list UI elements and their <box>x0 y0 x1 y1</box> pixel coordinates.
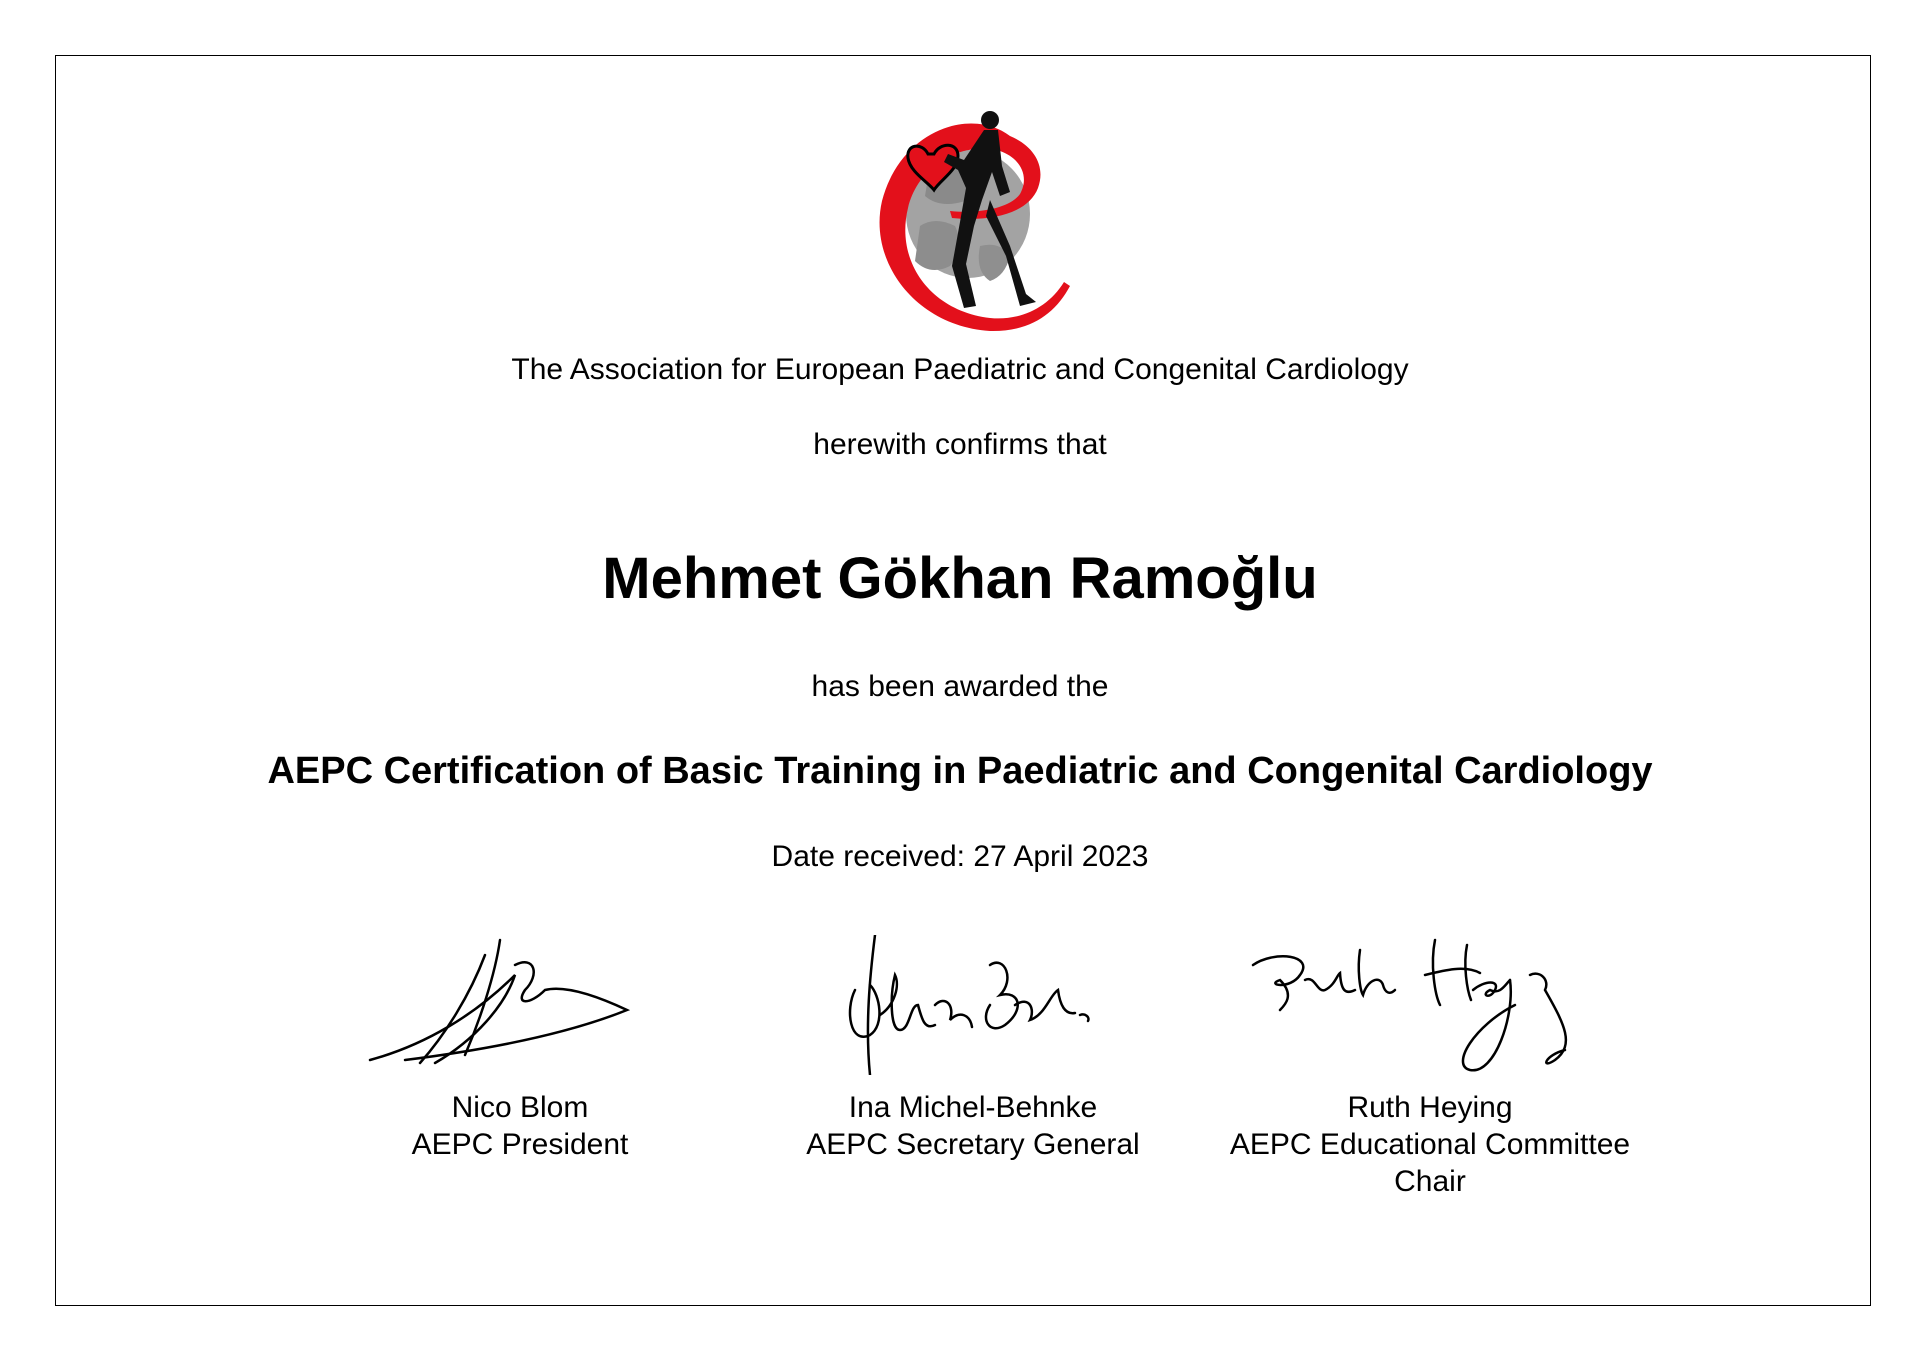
signatory-educational-chair <box>1200 1089 1660 1200</box>
signatory-name: Ruth Heying <box>1347 1091 1513 1124</box>
signature-ina-michel-behnke <box>840 935 1120 1075</box>
signatory-name: Ina Michel-Behnke <box>848 1091 1098 1124</box>
signatory-role: AEPC President <box>411 1128 629 1161</box>
date-received: Date received: 27 April 2023 <box>771 840 1149 873</box>
signature-ruth-heying <box>1245 935 1605 1085</box>
signatory-president <box>290 1089 750 1163</box>
signature-nico-blom <box>365 935 635 1070</box>
signatory-role: AEPC Secretary General <box>806 1128 1140 1161</box>
awarded-line: has been awarded the <box>811 670 1109 703</box>
recipient-name: Mehmet Gökhan Ramoğlu <box>602 546 1318 611</box>
award-title: AEPC Certification of Basic Training in Paediatric and Congenital Cardiology <box>267 750 1653 792</box>
signatory-name: Nico Blom <box>451 1091 589 1124</box>
organization-line: The Association for European Paediatric and Congenital Cardiology <box>511 353 1409 386</box>
signatory-role: AEPC Educational Committee Chair <box>1229 1128 1631 1198</box>
signatory-secretary-general <box>743 1089 1203 1163</box>
aepc-logo-icon <box>860 96 1080 336</box>
confirms-line: herewith confirms that <box>813 428 1107 461</box>
